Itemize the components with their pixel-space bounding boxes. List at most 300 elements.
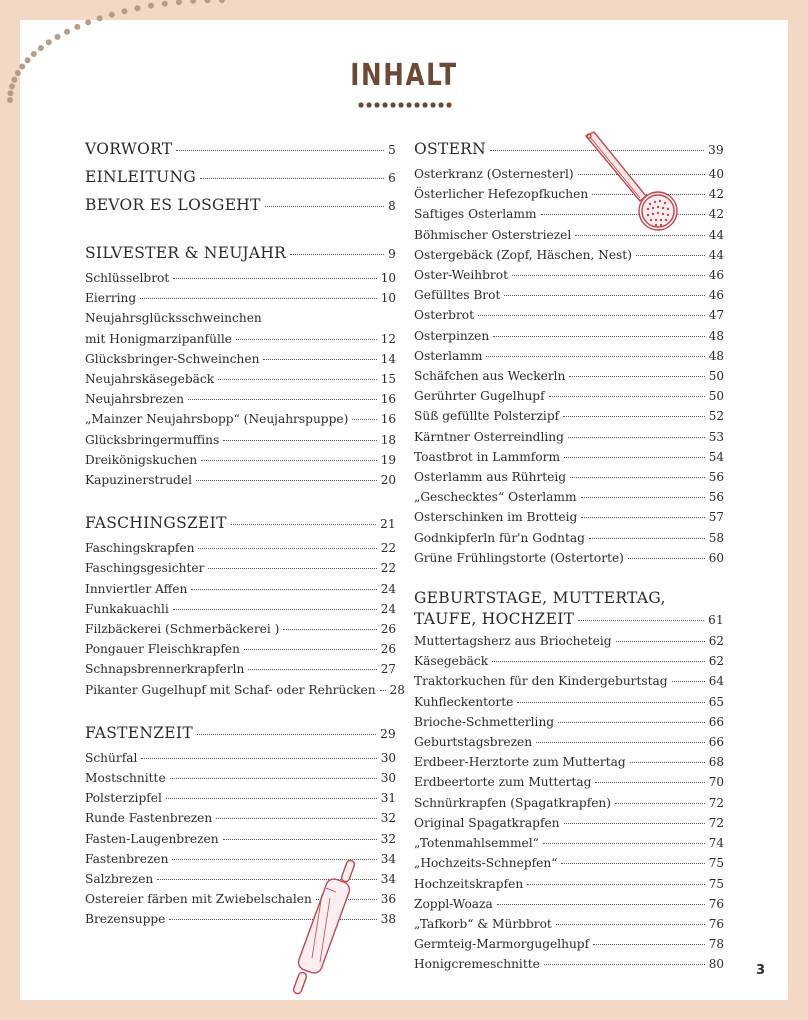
entry-page: 27 [380, 662, 396, 677]
dot-leader [578, 620, 704, 621]
dot-leader [486, 356, 704, 357]
dot-leader [218, 379, 377, 380]
toc-entry [85, 768, 396, 788]
entry-title: Osterpinzen [414, 328, 490, 343]
toc-entry [414, 346, 724, 366]
entry-title: Neujahrsbrezen [85, 392, 185, 407]
decorative-dot [46, 39, 52, 45]
entry-page: 58 [708, 530, 724, 545]
toc-entry [414, 954, 724, 974]
toc-entry [85, 369, 396, 389]
dot-leader [200, 178, 384, 179]
dot-leader [561, 863, 704, 864]
entry-title: Erdbeer-Herztorte zum Muttertag [414, 755, 626, 770]
entry-page: 8 [388, 199, 396, 213]
entry-page: 56 [708, 470, 724, 485]
dot-leader [478, 315, 705, 316]
toc-entry [85, 389, 396, 409]
entry-title: Schäfchen aus Weckerln [414, 369, 566, 384]
section-gap [85, 490, 396, 510]
entry-title: Schürfal [85, 750, 138, 765]
entry-page: 48 [708, 328, 724, 343]
entry-page: 44 [708, 227, 724, 242]
entry-page: 30 [380, 750, 396, 765]
decorative-dot [74, 24, 80, 30]
decorative-dot [55, 34, 61, 40]
entry-page: 26 [380, 622, 396, 637]
decorative-dot [122, 8, 128, 14]
entry-title: Godnkipferln für'n Godntag [414, 530, 585, 545]
entry-title: Ostereier färben mit Zwiebelschalen [85, 892, 312, 907]
decorative-dot [7, 97, 13, 103]
entry-page: 65 [708, 694, 724, 709]
entry-page: 62 [708, 654, 724, 669]
toc-entry [85, 450, 396, 470]
dot-leader [575, 235, 704, 236]
title-dot [430, 102, 435, 107]
toc-entry [85, 808, 396, 828]
decorative-dot [11, 77, 17, 83]
toc-entry [414, 487, 724, 507]
entry-page: 20 [380, 473, 396, 488]
entry-page: 22 [380, 561, 396, 576]
entry-title: Faschingskrapfen [85, 541, 195, 556]
entry-title: Geburtstagsbrezen [414, 735, 533, 750]
toc-entry [85, 558, 396, 578]
entry-title: Grüne Frühlingstorte (Ostertorte) [414, 550, 624, 565]
toc-entry [85, 599, 396, 619]
toc-entry [85, 829, 396, 849]
entry-title: Glücksbringer-Schweinchen [85, 351, 260, 366]
dot-leader [581, 517, 704, 518]
entry-title: Schnürkrapfen (Spagatkrapfen) [414, 795, 612, 810]
section-heading [85, 720, 396, 748]
toc-entry [414, 631, 724, 651]
entry-title: Österlicher Hefezopfkuchen [414, 187, 589, 202]
section-gap [85, 220, 396, 240]
dot-leader [170, 778, 377, 779]
rolling-pin-icon [290, 858, 362, 998]
entry-page: 75 [708, 876, 724, 891]
toc-entry [414, 772, 724, 792]
entry-page: 46 [708, 268, 724, 283]
title-dot [382, 102, 387, 107]
entry-title: Dreikönigskuchen [85, 452, 198, 467]
entry-title: Innviertler Affen [85, 581, 188, 596]
entry-title: Original Spagatkrapfen [414, 815, 560, 830]
dot-leader [544, 964, 705, 965]
entry-title: „Hochzeits-Schnepfen“ [414, 856, 558, 871]
entry-page: 42 [708, 187, 724, 202]
entry-page: 16 [380, 412, 396, 427]
entry-page: 50 [708, 389, 724, 404]
entry-title: Kuhfleckentorte [414, 694, 514, 709]
entry-page: 32 [380, 831, 396, 846]
dot-leader [589, 538, 705, 539]
entry-title: Honigcremeschnitte [414, 957, 540, 972]
dot-leader [593, 944, 705, 945]
toc-entry [85, 659, 396, 679]
decorative-dot [19, 64, 25, 70]
entry-title: Osterschinken im Brotteig [414, 510, 578, 525]
dot-leader [197, 734, 376, 735]
entry-page: 28 [389, 682, 405, 697]
entry-page: 64 [708, 674, 724, 689]
entry-page: 26 [380, 642, 396, 657]
toc-entry [414, 467, 724, 487]
dot-leader [140, 298, 377, 299]
entry-page: 14 [380, 351, 396, 366]
dot-leader [558, 722, 705, 723]
entry-title: Eierring [85, 291, 137, 306]
toc-entry [85, 538, 396, 558]
section-gap [414, 568, 724, 588]
section-heading-title: FASTENZEIT [85, 723, 193, 742]
dot-leader [512, 275, 705, 276]
entry-title: Salzbrezen [85, 872, 154, 887]
entry-page: 46 [708, 288, 724, 303]
entry-page: 38 [380, 912, 396, 927]
decorative-dot [219, 0, 225, 3]
toc-left-column [85, 136, 405, 930]
dot-leader [223, 839, 377, 840]
entry-title: Hochzeitskrapfen [414, 876, 524, 891]
entry-title: Brezensuppe [85, 912, 166, 927]
title-dot [414, 102, 419, 107]
dot-leader [504, 295, 704, 296]
toc-entry [85, 788, 396, 808]
section-heading-line: GEBURTSTAGE, MUTTERTAG, [414, 589, 666, 608]
entry-page: 62 [708, 634, 724, 649]
section-heading-page: 9 [388, 247, 396, 261]
toc-entry [414, 732, 724, 752]
toc-entry [85, 639, 396, 659]
entry-title: Schlüsselbrot [85, 271, 170, 285]
entry-title: Zoppl-Woaza [414, 896, 493, 911]
toc-entry [414, 386, 724, 406]
dot-leader [497, 904, 705, 905]
dot-leader [581, 497, 705, 498]
entry-title: Brioche-Schmetterling [414, 714, 555, 729]
entry-page: 66 [708, 714, 724, 729]
toc-entry [414, 447, 724, 467]
toc-entry [85, 308, 396, 328]
entry-title: BEVOR ES LOSGEHT [85, 196, 261, 214]
entry-page: 70 [708, 775, 724, 790]
dot-leader [248, 669, 376, 670]
entry-title: „Totenmahlsemmel“ [414, 836, 539, 851]
dot-leader [216, 818, 377, 819]
toc-entry [414, 427, 724, 447]
entry-page: 18 [380, 432, 396, 447]
toc-entry [414, 793, 724, 813]
dot-leader [244, 649, 377, 650]
toc-intro-entry [85, 192, 396, 220]
entry-page: 48 [708, 348, 724, 363]
dot-leader [198, 548, 376, 549]
entry-title: Faschingsgesichter [85, 561, 205, 576]
entry-page: 44 [708, 247, 724, 262]
title-dot [446, 102, 451, 107]
dot-leader [201, 460, 377, 461]
entry-page: 6 [388, 171, 396, 185]
decorative-dot [15, 70, 21, 76]
entry-page: 50 [708, 369, 724, 384]
toc-entry [414, 712, 724, 732]
entry-title: Runde Fastenbrezen [85, 811, 213, 826]
dot-leader [569, 376, 704, 377]
toc-entry [85, 288, 396, 308]
toc-entry [414, 507, 724, 527]
toc-entry [85, 430, 396, 450]
section-heading-page: 39 [708, 143, 724, 157]
entry-title: „Mainzer Neujahrsbopp“ (Neujahrspuppe) [85, 412, 349, 427]
section-heading [85, 240, 396, 268]
toc-entry [414, 692, 724, 712]
entry-page: 22 [380, 541, 396, 556]
toc-entry [414, 366, 724, 386]
entry-page: 52 [708, 409, 724, 424]
toc-entry [414, 406, 724, 426]
toc-entry [414, 874, 724, 894]
decorative-dot [8, 90, 14, 96]
entry-page: 72 [708, 815, 724, 830]
decorative-dot [190, 0, 196, 4]
dot-leader [570, 477, 705, 478]
entry-page: 40 [708, 167, 724, 181]
decorative-dot [148, 3, 154, 9]
entry-title: Erdbeertorte zum Muttertag [414, 775, 592, 790]
entry-title: EINLEITUNG [85, 168, 197, 186]
toc-entry [414, 651, 724, 671]
entry-title: Saftiges Osterlamm [414, 207, 537, 222]
dot-leader [628, 558, 705, 559]
entry-page: 10 [380, 291, 396, 306]
entry-page: 57 [708, 510, 724, 525]
dot-leader [283, 629, 376, 630]
dot-leader [536, 742, 705, 743]
section-heading [414, 609, 724, 631]
entry-title: Böhmischer Osterstriezel [414, 227, 572, 242]
dot-leader [173, 278, 376, 279]
entry-page: 76 [708, 916, 724, 931]
decorative-dot [85, 19, 91, 25]
toc-entry [414, 914, 724, 934]
title-dot [422, 102, 427, 107]
toc-entry [414, 265, 724, 285]
entry-page: 34 [380, 872, 396, 887]
entry-page: 34 [380, 851, 396, 866]
page-title: INHALT [350, 58, 458, 93]
dot-leader [672, 681, 705, 682]
decorative-dot [176, 0, 182, 5]
dot-leader [543, 843, 705, 844]
entry-title: Glücksbringermuffins [85, 432, 220, 447]
decorative-dot [64, 29, 70, 35]
toc-entry [414, 853, 724, 873]
title-underline-dots [357, 101, 453, 109]
toc-entry [85, 470, 396, 490]
dot-leader [493, 336, 705, 337]
decorative-dot [135, 5, 141, 11]
page-number: 3 [756, 963, 766, 978]
entry-title: Muttertagsherz aus Briocheteig [414, 634, 612, 649]
entry-page: 30 [380, 771, 396, 786]
entry-title: Süß gefüllte Polsterzipf [414, 409, 560, 424]
entry-title: Kärntner Osterreindling [414, 429, 564, 444]
dot-leader [166, 798, 377, 799]
decorative-dot [38, 45, 44, 51]
entry-title: Pongauer Fleischkrapfen [85, 642, 240, 657]
entry-title: Ostergebäck (Zopf, Häschen, Nest) [414, 247, 632, 262]
title-dot [438, 102, 443, 107]
entry-title: Fasten-Laugenbrezen [85, 831, 219, 846]
toc-entry [85, 268, 396, 288]
dot-leader [290, 254, 384, 255]
entry-title: Osterbrot [414, 308, 475, 323]
entry-title: Osterlamm aus Rührteig [414, 470, 567, 485]
section-heading-page: 61 [708, 613, 724, 628]
toc-entry [414, 326, 724, 346]
entry-page: 15 [380, 372, 396, 387]
dot-leader [236, 339, 377, 340]
toc-entry [414, 833, 724, 853]
entry-page: 53 [708, 429, 724, 444]
entry-title: Neujahrsglücksschweinchen [85, 311, 262, 326]
dot-leader [231, 524, 376, 525]
dot-leader [564, 823, 705, 824]
dot-leader [191, 589, 376, 590]
toc-entry [85, 619, 396, 639]
entry-page: 5 [388, 143, 396, 157]
decorative-dot [97, 15, 103, 21]
section-heading-title: SILVESTER & NEUJAHR [85, 244, 287, 262]
dot-leader [196, 480, 377, 481]
entry-page: 75 [708, 856, 724, 871]
entry-title: Gefülltes Brot [414, 288, 501, 303]
entry-title: Schnapsbrennerkrapferln [85, 662, 245, 677]
entry-title: „Tafkorb“ & Mürbbrot [414, 916, 552, 931]
toc-entry [85, 349, 396, 369]
dot-leader [173, 609, 377, 610]
dot-leader [492, 661, 705, 662]
title-dot [366, 102, 371, 107]
entry-page: 54 [708, 449, 724, 464]
decorative-dot [9, 83, 15, 89]
toc-entry [85, 329, 396, 349]
toc-entry [85, 579, 396, 599]
entry-title: Toastbrot in Lammform [414, 449, 560, 464]
entry-title: Germteig-Marmorgugelhupf [414, 937, 590, 952]
entry-page: 76 [708, 896, 724, 911]
toc-entry [85, 680, 405, 700]
dot-leader [176, 150, 384, 151]
toc-entry [414, 245, 724, 265]
entry-title: Funkakuachli [85, 601, 169, 616]
dot-leader [636, 255, 705, 256]
section-heading [85, 510, 396, 538]
entry-page: 19 [380, 452, 396, 467]
dot-leader [517, 702, 704, 703]
toc-entry [414, 285, 724, 305]
entry-page: 24 [380, 601, 396, 616]
dot-leader [265, 206, 384, 207]
entry-title: Filzbäckerei (Schmerbäckerei ) [85, 622, 280, 637]
toc-entry [414, 528, 724, 548]
entry-page: 32 [380, 811, 396, 826]
entry-title: Mostschnitte [85, 771, 166, 786]
entry-title: Käsegebäck [414, 654, 489, 669]
entry-title: „Geschecktes“ Osterlamm [414, 490, 577, 505]
entry-page: 80 [708, 957, 724, 972]
entry-title: Traktorkuchen für den Kindergeburtstag [414, 674, 668, 689]
dot-leader [556, 924, 705, 925]
entry-title: Polsterzipfel [85, 791, 162, 806]
entry-title: Pikanter Gugelhupf mit Schaf- oder Rehrücken [85, 682, 376, 697]
entry-page: 47 [708, 308, 724, 323]
section-gap [85, 700, 396, 720]
section-heading-title: TAUFE, HOCHZEIT [414, 610, 575, 629]
dot-leader [630, 762, 705, 763]
title-dot [374, 102, 379, 107]
dot-leader [563, 416, 705, 417]
toc-intro-entry [85, 136, 396, 164]
entry-title: VORWORT [85, 140, 173, 158]
dot-leader [352, 419, 376, 420]
decorative-dot [205, 0, 211, 3]
entry-page: 56 [708, 490, 724, 505]
entry-page: 16 [380, 392, 396, 407]
skimmer-icon [580, 128, 680, 233]
entry-page: 12 [380, 331, 396, 346]
entry-title: Osterlamm [414, 348, 483, 363]
entry-page: 31 [380, 791, 396, 806]
toc-entry [85, 748, 396, 768]
dot-leader [616, 641, 705, 642]
entry-page: 42 [708, 207, 724, 222]
dot-leader [549, 396, 705, 397]
entry-page: 36 [380, 892, 396, 907]
toc-entry [85, 409, 396, 429]
decorative-dot [31, 51, 37, 57]
title-dot [390, 102, 395, 107]
entry-page: 74 [708, 836, 724, 851]
toc-entry [414, 548, 724, 568]
toc-entry [414, 752, 724, 772]
toc-entry [414, 305, 724, 325]
toc-entry [414, 934, 724, 954]
decorative-dot [25, 57, 31, 63]
dot-leader [263, 359, 376, 360]
decorative-dot [162, 1, 168, 7]
entry-page: 24 [380, 581, 396, 596]
dot-leader [380, 690, 386, 691]
entry-title: Kapuzinerstrudel [85, 473, 192, 488]
dot-leader [141, 758, 376, 759]
toc-entry [414, 813, 724, 833]
section-heading-page: 21 [380, 517, 396, 532]
decorative-dot [109, 12, 115, 18]
dot-leader [564, 457, 705, 458]
entry-page: 10 [380, 271, 396, 285]
entry-title: mit Honigmarzipanfülle [85, 331, 232, 346]
title-dot [398, 102, 403, 107]
dot-leader [223, 440, 376, 441]
dot-leader [527, 884, 705, 885]
dot-leader [615, 803, 705, 804]
title-dot [406, 102, 411, 107]
dot-leader [208, 568, 376, 569]
